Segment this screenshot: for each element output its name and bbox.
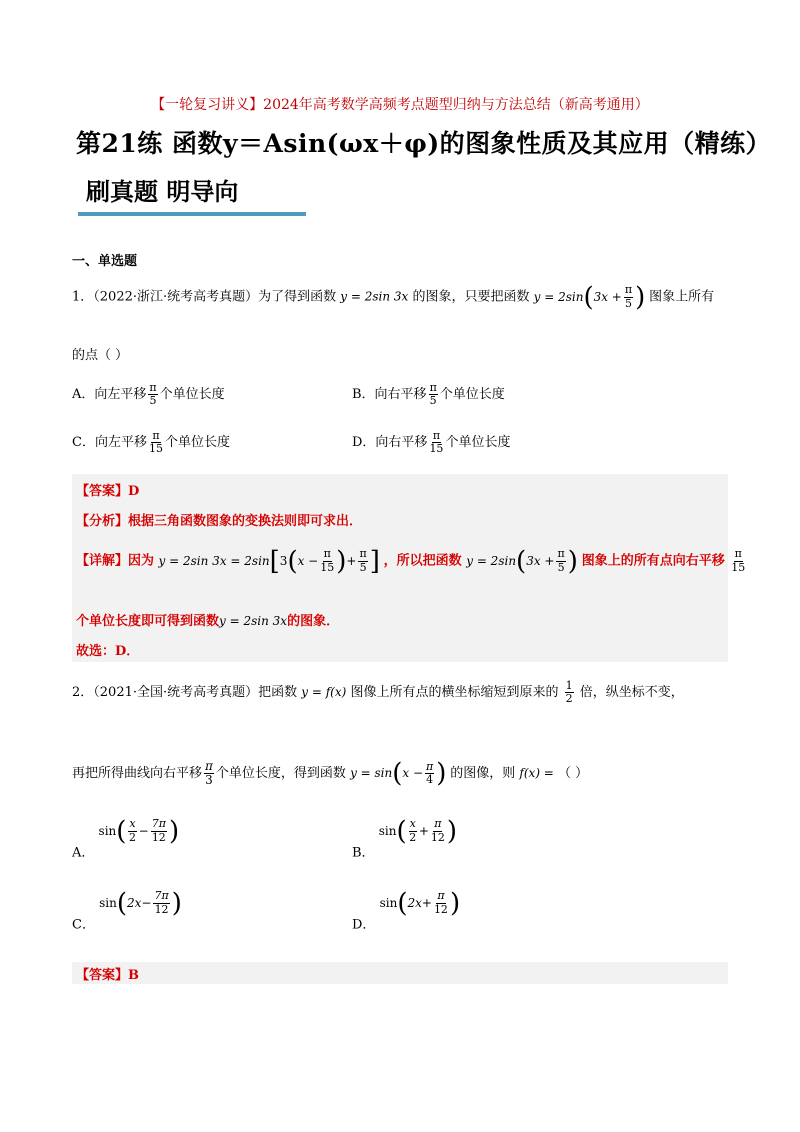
frac-num: π <box>323 547 331 561</box>
paren-close: ) <box>168 816 180 846</box>
option-letter: B． <box>352 845 375 861</box>
frac-den: 2 <box>565 692 573 706</box>
frac-num: x <box>129 817 136 831</box>
option-text: 个单位长度 <box>159 387 225 403</box>
frac-den: 15 <box>320 560 335 574</box>
page-title: 第21练 函数y＝Asin(ωx＋φ)的图象性质及其应用（精练） <box>76 129 772 158</box>
q1-formula-2 <box>533 282 649 312</box>
paren-open: ( <box>397 888 408 918</box>
q2-formula-g <box>350 758 450 789</box>
q2-stem <box>72 680 684 705</box>
frac-num: π <box>734 547 742 561</box>
q2-formula-f: y = f(x) <box>301 685 347 700</box>
frac-den: 15 <box>148 442 163 456</box>
paren-close: ) <box>171 888 182 918</box>
formula-frac <box>151 818 167 843</box>
q2-prefix: 2．（2021·全国·统考高考真题）把函数 <box>72 685 298 701</box>
frac-num: π <box>437 889 445 903</box>
frac-den: 12 <box>154 902 169 916</box>
q1-formula-1: y = 2sin 3x <box>340 289 409 304</box>
detail-text: 个单位长度即可得到函数 <box>76 614 220 629</box>
frac-den: 4 <box>426 773 434 787</box>
frac-num: π <box>557 547 565 561</box>
formula-part: x − <box>402 766 424 781</box>
formula-frac <box>425 761 434 786</box>
formula-part: sin <box>99 895 117 910</box>
paren-open: ( <box>396 816 407 846</box>
section-title: 一、单选题 <box>72 254 138 269</box>
q1-analysis: 【分析】根据三角函数图象的变换法则即可求出． <box>76 514 363 529</box>
frac-den: 12 <box>430 830 445 844</box>
frac-num: π <box>426 760 434 774</box>
formula-part: y = 2sin 3x = 2sin <box>158 553 270 568</box>
q2-blank: （ ） <box>558 766 589 782</box>
option-text: B．向右平移 <box>352 387 427 403</box>
detail-formula-1 <box>158 546 384 576</box>
paren-close: ) <box>635 282 646 312</box>
option-text: C．向左平移 <box>72 435 147 451</box>
frac-num: x <box>409 817 416 831</box>
frac-den: 5 <box>429 394 437 408</box>
formula-part: − <box>141 895 152 910</box>
formula-part: + <box>418 823 429 838</box>
option-formula <box>99 888 182 918</box>
q2-text: 的图像，则 <box>450 766 516 782</box>
answer-box-2 <box>72 962 728 984</box>
q1-f2-frac <box>624 284 633 309</box>
paren-open: ( <box>116 816 127 846</box>
formula-frac <box>409 818 417 843</box>
option-formula <box>379 888 461 918</box>
paren-close: ) <box>567 546 578 576</box>
q1-option-a[interactable] <box>72 382 225 407</box>
formula-part: 2x <box>407 895 422 910</box>
formula-part: 3x + <box>526 553 555 568</box>
frac-num: π <box>434 817 442 831</box>
frac-den: 5 <box>359 560 367 574</box>
option-text: 个单位长度 <box>439 387 505 403</box>
q1-line2: 的点（ ） <box>72 348 129 363</box>
formula-part: sin <box>379 895 398 910</box>
formula-part: x − <box>297 553 319 568</box>
formula-part: 3 <box>279 553 288 568</box>
q2-formula-fx: f(x) = <box>519 766 554 781</box>
detail-mid: ，所以把函数 <box>383 553 462 569</box>
q2-answer: 【答案】B <box>76 968 139 983</box>
frac-num: 1 <box>565 679 573 692</box>
option-frac <box>148 382 157 407</box>
q1-prefix: 1．（2022·浙江·统考高考真题）为了得到函数 <box>72 289 337 305</box>
option-letter: D． <box>352 917 376 933</box>
option-frac <box>429 382 438 407</box>
paren-open: ( <box>583 282 594 312</box>
option-formula <box>98 816 180 846</box>
formula-part: − <box>138 823 149 838</box>
formula-frac <box>358 548 367 573</box>
formula-frac <box>320 548 334 573</box>
frac-den: 5 <box>149 394 157 408</box>
formula-frac <box>153 890 169 915</box>
detail-formula-3: y = 2sin 3x <box>219 614 288 628</box>
paren-open: ( <box>516 546 527 576</box>
page-subtitle: 刷真题 明导向 <box>86 177 239 206</box>
paren-close: ) <box>446 816 458 846</box>
option-text: D．向右平移 <box>352 435 428 451</box>
bracket-close: ] <box>369 546 380 576</box>
q1-option-b[interactable] <box>352 382 505 407</box>
title-underline <box>78 212 306 216</box>
formula-part: sin <box>98 823 117 838</box>
detail-prefix: 【详解】因为 <box>76 553 155 569</box>
paren-open: ( <box>392 758 403 789</box>
q2-text: 再把所得曲线向右平移 <box>72 766 203 782</box>
bracket-open: [ <box>269 546 280 576</box>
option-text: 个单位长度 <box>164 435 230 451</box>
paren-close: ) <box>336 546 347 576</box>
q2-option-d[interactable] <box>352 890 460 933</box>
frac-den: 5 <box>624 296 632 310</box>
frac-den: 5 <box>557 560 565 574</box>
q2-suffix: 倍，纵坐标不变， <box>579 685 684 701</box>
frac-den: 2 <box>129 830 137 844</box>
formula-part: y = sin <box>350 766 393 781</box>
formula-part: + <box>421 895 432 910</box>
option-frac <box>149 430 163 455</box>
formula-part: sin <box>378 823 397 838</box>
paren-close: ) <box>436 758 447 789</box>
q2-shift-frac <box>204 760 214 787</box>
option-letter: A． <box>72 845 95 861</box>
formula-frac <box>128 818 136 843</box>
frac-den: 12 <box>151 830 166 844</box>
q1-choice: 故选：D． <box>76 644 140 659</box>
detail-post: 图象上的所有点向右平移 <box>581 553 725 569</box>
q2-mid: 图像上所有点的横坐标缩短到原来的 <box>350 685 559 701</box>
frac-num: π <box>624 283 633 297</box>
paren-close: ) <box>449 888 461 918</box>
frac-num: π <box>205 759 213 773</box>
detail-shift-frac <box>731 548 745 573</box>
detail-text: 的图象． <box>287 614 340 629</box>
series-header: 【一轮复习讲义】2024年高考数学高频考点题型归纳与方法总结（新高考通用） <box>151 97 649 113</box>
q1-detail-line2 <box>76 610 339 629</box>
q1-detail <box>76 548 747 574</box>
q1-option-d[interactable] <box>352 430 510 455</box>
frac-den: 12 <box>433 902 448 916</box>
option-formula <box>378 816 458 846</box>
frac-num: π <box>359 547 367 561</box>
q1-f2-inner: 3x + <box>593 289 622 304</box>
frac-num: 7π <box>151 817 166 831</box>
frac-den: 3 <box>205 773 213 788</box>
frac-num: π <box>432 429 441 442</box>
formula-frac <box>556 548 565 573</box>
q1-mid: 的图象，只要把函数 <box>412 289 530 305</box>
frac-num: π <box>149 381 157 394</box>
q1-answer: 【答案】D <box>76 484 140 499</box>
paren-open: ( <box>287 546 298 576</box>
option-text: A．向左平移 <box>72 387 147 403</box>
q1-suffix: 图象上所有 <box>649 289 715 305</box>
frac-den: 15 <box>731 560 746 574</box>
q1-option-c[interactable] <box>72 430 230 455</box>
option-frac <box>429 430 443 455</box>
paren-open: ( <box>116 888 127 918</box>
frac-num: π <box>152 429 160 442</box>
detail-formula-2 <box>466 546 581 576</box>
option-letter: C． <box>72 917 95 933</box>
formula-frac <box>431 818 445 843</box>
formula-part: + <box>346 553 357 568</box>
frac-den: 15 <box>429 442 444 456</box>
frac-num: 7π <box>154 889 169 903</box>
frac-num: π <box>429 381 437 394</box>
option-text: 个单位长度 <box>445 435 511 451</box>
q2-text: 个单位长度，得到函数 <box>215 766 346 782</box>
q2-line2 <box>72 760 588 787</box>
q2-half-frac <box>565 680 574 705</box>
q2-option-c[interactable] <box>72 890 182 933</box>
formula-part: 2x <box>126 895 142 910</box>
q1-stem <box>72 284 714 310</box>
q2-option-a[interactable] <box>72 818 179 861</box>
q1-f2-pre: y = 2sin <box>533 289 584 304</box>
formula-frac <box>434 890 448 915</box>
frac-den: 2 <box>409 830 417 844</box>
q2-option-b[interactable] <box>352 818 457 861</box>
formula-part: y = 2sin <box>466 553 517 568</box>
